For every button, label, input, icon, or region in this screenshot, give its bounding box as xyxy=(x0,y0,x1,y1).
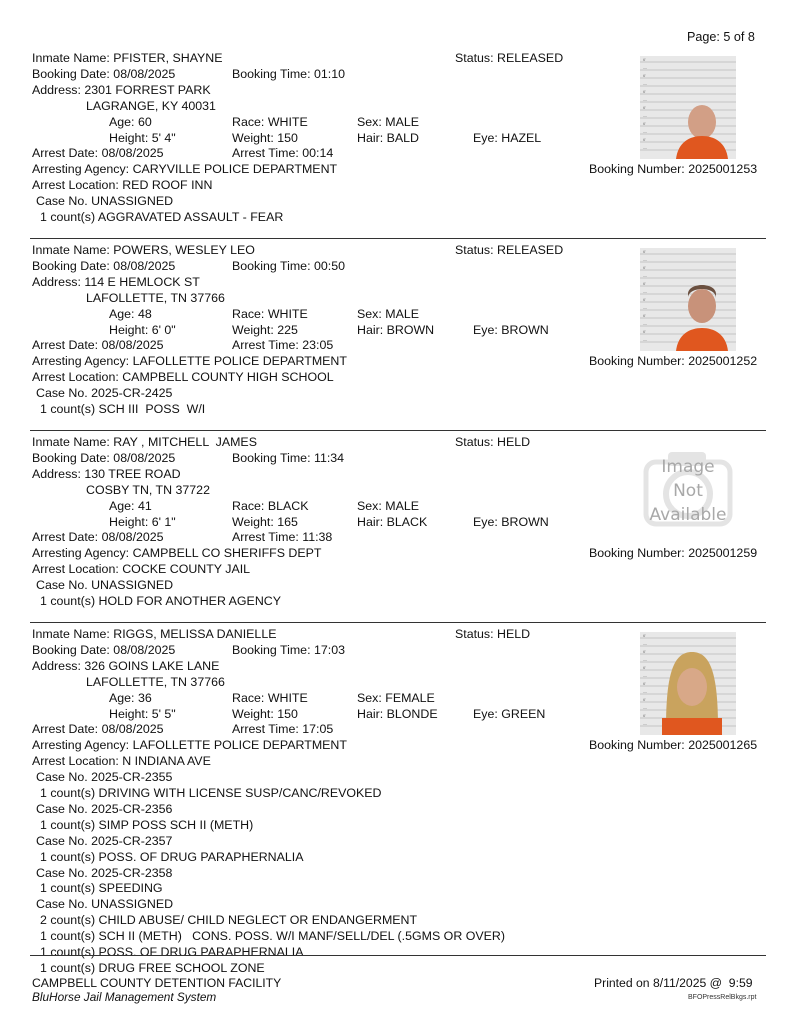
address-line1-value: 114 E HEMLOCK ST xyxy=(84,274,200,289)
booking-number-label: Booking Number: xyxy=(589,354,685,369)
arresting-agency-value: CARYVILLE POLICE DEPARTMENT xyxy=(132,162,338,177)
arresting-agency-label: Arresting Agency: xyxy=(32,354,130,369)
charge-count: 1 count(s) POSS. OF DRUG PARAPHERNALIA xyxy=(40,849,304,864)
charge-count: 1 count(s) POSS. OF DRUG PARAPHERNALIA xyxy=(40,945,304,959)
arresting-agency xyxy=(32,547,321,559)
booking-date xyxy=(32,644,175,656)
eye-label: Eye: xyxy=(473,706,498,721)
case-number xyxy=(36,898,173,910)
arrest-time xyxy=(232,339,333,351)
case-number-value: 2025-CR-2356 xyxy=(91,801,173,816)
inmate-name-value: POWERS, WESLEY LEO xyxy=(113,243,255,257)
eye xyxy=(473,132,541,144)
sex-label: Sex: xyxy=(357,306,382,321)
no-image-placeholder xyxy=(640,440,736,543)
race xyxy=(232,692,308,704)
status-value: HELD xyxy=(497,435,531,449)
weight-value: 165 xyxy=(277,514,298,529)
charge-count: 1 count(s) SIMP POSS SCH II (METH) xyxy=(40,817,254,832)
arrest-location xyxy=(32,371,334,383)
svg-text:—: — xyxy=(643,689,647,694)
booking-date xyxy=(32,452,175,464)
case-number-value: 2025-CR-2355 xyxy=(91,770,173,785)
svg-text:6': 6' xyxy=(643,265,646,270)
case-number-label: Case No. xyxy=(36,897,88,912)
status-label: Status: xyxy=(455,51,494,65)
svg-text:6': 6' xyxy=(643,121,646,126)
weight-label: Weight: xyxy=(232,514,274,529)
hair-label: Hair: xyxy=(357,514,384,529)
address-line1-value: 326 GOINS LAKE LANE xyxy=(84,658,220,673)
status-value: HELD xyxy=(497,627,531,641)
height-value: 5' 4" xyxy=(151,130,176,145)
charge-count: 1 count(s) SPEEDING xyxy=(40,881,163,896)
booking-number-label: Booking Number: xyxy=(589,738,685,753)
inmate-name xyxy=(32,436,257,448)
arresting-agency-value: LAFOLLETTE POLICE DEPARTMENT xyxy=(132,738,347,753)
booking-number-value: 2025001252 xyxy=(688,354,758,369)
status xyxy=(455,52,563,64)
case-number-value: 2025-CR-2425 xyxy=(91,386,173,401)
arrest-location-label: Arrest Location: xyxy=(32,754,119,769)
weight xyxy=(232,516,298,528)
hair xyxy=(357,132,419,144)
arrest-date-label: Arrest Date: xyxy=(32,530,99,545)
height-value: 6' 1" xyxy=(151,514,176,529)
status xyxy=(455,436,530,448)
sex xyxy=(357,692,435,704)
mugshot-male-icon xyxy=(640,248,736,351)
booking-time-value: 00:50 xyxy=(313,258,345,273)
svg-text:6': 6' xyxy=(643,249,646,254)
svg-text:—: — xyxy=(643,65,647,70)
race-value: WHITE xyxy=(267,690,308,705)
race-label: Race: xyxy=(232,690,265,705)
race xyxy=(232,116,308,128)
race-value: BLACK xyxy=(267,498,309,513)
eye xyxy=(473,324,549,336)
record-divider xyxy=(30,430,766,431)
race xyxy=(232,308,308,320)
svg-text:6': 6' xyxy=(643,105,646,110)
arrest-date xyxy=(32,339,164,351)
svg-text:—: — xyxy=(643,273,647,278)
arrest-location xyxy=(32,563,250,575)
booking-time-label: Booking Time: xyxy=(232,450,311,465)
svg-text:—: — xyxy=(643,289,647,294)
inmate-name-label: Inmate Name: xyxy=(32,435,110,449)
case-number-label: Case No. xyxy=(36,770,88,785)
booking-date-label: Booking Date: xyxy=(32,258,110,273)
sex xyxy=(357,308,419,320)
address-line1-value: 130 TREE ROAD xyxy=(84,466,181,481)
booking-number-label: Booking Number: xyxy=(589,546,685,561)
booking-time-label: Booking Time: xyxy=(232,258,311,273)
hair-label: Hair: xyxy=(357,130,384,145)
arresting-agency xyxy=(32,739,347,751)
height xyxy=(109,708,176,720)
eye-value: BROWN xyxy=(501,322,549,337)
arrest-date xyxy=(32,723,164,735)
race-label: Race: xyxy=(232,498,265,513)
arrest-time-label: Arrest Time: xyxy=(232,146,299,161)
address-line1-label: Address: xyxy=(32,274,81,289)
case-number xyxy=(36,867,172,879)
booking-number-label: Booking Number: xyxy=(589,162,685,177)
case-number xyxy=(36,835,172,847)
booking-number xyxy=(589,163,757,175)
svg-text:6': 6' xyxy=(643,633,646,638)
age xyxy=(109,116,152,128)
age-label: Age: xyxy=(109,306,135,321)
weight xyxy=(232,132,298,144)
sex-label: Sex: xyxy=(357,690,382,705)
arrest-date xyxy=(32,531,164,543)
charge-count: 1 count(s) HOLD FOR ANOTHER AGENCY xyxy=(40,594,281,608)
arrest-location-value: COCKE COUNTY JAIL xyxy=(122,562,251,577)
svg-text:6': 6' xyxy=(643,665,646,670)
age-value: 41 xyxy=(137,498,152,513)
arresting-agency-label: Arresting Agency: xyxy=(32,738,130,753)
eye xyxy=(473,516,549,528)
svg-text:—: — xyxy=(643,641,647,646)
svg-text:6': 6' xyxy=(643,297,646,302)
status-label: Status: xyxy=(455,435,494,449)
case-number xyxy=(36,803,172,815)
weight-value: 225 xyxy=(277,322,298,337)
height xyxy=(109,324,176,336)
placeholder-line-3: Available xyxy=(649,505,727,525)
case-number-label: Case No. xyxy=(36,833,88,848)
case-number-value: 2025-CR-2358 xyxy=(91,865,173,880)
case-number-label: Case No. xyxy=(36,801,88,816)
status-value: RELEASED xyxy=(497,243,564,257)
address-line1 xyxy=(32,276,200,288)
address-line1-label: Address: xyxy=(32,82,81,97)
footer-printed: Printed on 8/11/2025 @ 9:59 xyxy=(594,976,753,990)
height-value: 5' 5" xyxy=(151,706,176,721)
booking-time xyxy=(232,644,345,656)
sex-label: Sex: xyxy=(357,114,382,129)
page-number: Page: 5 of 8 xyxy=(687,30,755,44)
svg-text:6': 6' xyxy=(643,313,646,318)
height-label: Height: xyxy=(109,514,149,529)
booking-date xyxy=(32,260,175,272)
case-number xyxy=(36,771,172,783)
status-value: RELEASED xyxy=(497,51,564,65)
svg-text:—: — xyxy=(643,673,647,678)
age-value: 48 xyxy=(137,306,152,321)
booking-date-label: Booking Date: xyxy=(32,450,110,465)
booking-date-value: 08/08/2025 xyxy=(113,450,176,465)
booking-date-value: 08/08/2025 xyxy=(113,66,176,81)
eye-label: Eye: xyxy=(473,514,498,529)
sex-value: MALE xyxy=(385,114,419,129)
address-line1-value: 2301 FORREST PARK xyxy=(84,82,211,97)
svg-text:—: — xyxy=(643,145,647,150)
case-number-label: Case No. xyxy=(36,194,88,209)
booking-time-label: Booking Time: xyxy=(232,642,311,657)
hair xyxy=(357,324,434,336)
arrest-time xyxy=(232,723,333,735)
inmate-name-label: Inmate Name: xyxy=(32,243,110,257)
arrest-time-value: 11:38 xyxy=(302,530,333,545)
status xyxy=(455,244,563,256)
eye-label: Eye: xyxy=(473,130,498,145)
svg-text:6': 6' xyxy=(643,649,646,654)
booking-date-value: 08/08/2025 xyxy=(113,642,176,657)
status-label: Status: xyxy=(455,627,494,641)
age-label: Age: xyxy=(109,114,135,129)
height-label: Height: xyxy=(109,322,149,337)
arrest-time-label: Arrest Time: xyxy=(232,722,299,737)
address-line1-label: Address: xyxy=(32,658,81,673)
booking-time-value: 11:34 xyxy=(313,450,345,465)
booking-time xyxy=(232,260,345,272)
address-line1 xyxy=(32,84,211,96)
weight-value: 150 xyxy=(277,706,298,721)
arrest-time-label: Arrest Time: xyxy=(232,530,299,545)
svg-text:—: — xyxy=(643,705,647,710)
inmate-name xyxy=(32,244,255,256)
status xyxy=(455,628,530,640)
inmate-name-value: PFISTER, SHAYNE xyxy=(113,51,223,65)
case-number-label: Case No. xyxy=(36,865,88,880)
svg-text:6': 6' xyxy=(643,681,646,686)
mugshot-photo xyxy=(640,56,736,159)
hair xyxy=(357,708,438,720)
arrest-date-value: 08/08/2025 xyxy=(101,722,164,737)
booking-date-label: Booking Date: xyxy=(32,66,110,81)
inmate-name-value: RAY , MITCHELL JAMES xyxy=(113,435,257,449)
arresting-agency-label: Arresting Agency: xyxy=(32,546,130,561)
address-line2: COSBY TN, TN 37722 xyxy=(86,482,210,497)
address-line2: LAGRANGE, KY 40031 xyxy=(86,98,216,113)
svg-text:—: — xyxy=(643,657,647,662)
arresting-agency-value: CAMPBELL CO SHERIFFS DEPT xyxy=(132,546,322,561)
arrest-location-value: CAMPBELL COUNTY HIGH SCHOOL xyxy=(122,370,334,385)
svg-text:6': 6' xyxy=(643,329,646,334)
arresting-agency xyxy=(32,163,337,175)
svg-text:—: — xyxy=(643,81,647,86)
arrest-time xyxy=(232,147,333,159)
svg-text:6': 6' xyxy=(643,89,646,94)
height xyxy=(109,516,176,528)
arrest-time xyxy=(232,531,332,543)
svg-text:6': 6' xyxy=(643,713,646,718)
booking-time-value: 01:10 xyxy=(313,66,345,81)
arrest-location-label: Arrest Location: xyxy=(32,562,119,577)
hair-label: Hair: xyxy=(357,322,384,337)
booking-number-value: 2025001253 xyxy=(688,162,758,177)
booking-date xyxy=(32,68,175,80)
arrest-location-label: Arrest Location: xyxy=(32,178,119,193)
svg-text:—: — xyxy=(643,97,647,102)
booking-time xyxy=(232,452,344,464)
arrest-time-value: 23:05 xyxy=(302,338,334,353)
eye-label: Eye: xyxy=(473,322,498,337)
case-number-value: UNASSIGNED xyxy=(91,194,174,209)
charge-count: 2 count(s) CHILD ABUSE/ CHILD NEGLECT OR ENDANGERMENT xyxy=(40,913,418,928)
charge-count: 1 count(s) DRUG FREE SCHOOL ZONE xyxy=(40,960,265,975)
case-number-value: 2025-CR-2357 xyxy=(91,833,173,848)
booking-time xyxy=(232,68,345,80)
mugshot-bald-male-icon xyxy=(640,56,736,159)
inmate-name-label: Inmate Name: xyxy=(32,627,110,641)
arresting-agency xyxy=(32,355,347,367)
eye-value: BROWN xyxy=(501,514,549,529)
svg-text:6': 6' xyxy=(643,281,646,286)
record-divider xyxy=(30,238,766,239)
svg-text:—: — xyxy=(643,257,647,262)
footer-facility: CAMPBELL COUNTY DETENTION FACILITY xyxy=(32,976,282,990)
arrest-location-value: N INDIANA AVE xyxy=(122,754,211,769)
hair-value: BROWN xyxy=(386,322,435,337)
case-number-value: UNASSIGNED xyxy=(91,897,174,912)
race-label: Race: xyxy=(232,114,265,129)
weight xyxy=(232,708,298,720)
hair-label: Hair: xyxy=(357,706,384,721)
mugshot-photo xyxy=(640,632,736,735)
inmate-name xyxy=(32,52,223,64)
arresting-agency-label: Arresting Agency: xyxy=(32,162,130,177)
race-label: Race: xyxy=(232,306,265,321)
arresting-agency-value: LAFOLLETTE POLICE DEPARTMENT xyxy=(132,354,347,369)
sex xyxy=(357,500,419,512)
case-number xyxy=(36,387,172,399)
arrest-date xyxy=(32,147,164,159)
svg-text:—: — xyxy=(643,129,647,134)
mugshot-female-blonde-icon xyxy=(640,632,736,735)
charge-count: 1 count(s) SCH II (METH) CONS. POSS. W/I MANF/SELL/DEL (.5GMS OR OVER) xyxy=(40,929,505,944)
address-line2: LAFOLLETTE, TN 37766 xyxy=(86,290,225,305)
svg-text:—: — xyxy=(643,113,647,118)
charge-count: 1 count(s) DRIVING WITH LICENSE SUSP/CANC/REVOKED xyxy=(40,786,382,800)
booking-time-value: 17:03 xyxy=(313,642,345,657)
arrest-date-label: Arrest Date: xyxy=(32,338,99,353)
booking-number xyxy=(589,547,757,559)
age xyxy=(109,500,152,512)
placeholder-line-2: Not xyxy=(673,481,703,501)
age-value: 36 xyxy=(137,690,152,705)
case-number xyxy=(36,195,173,207)
inmate-name xyxy=(32,628,276,640)
age-label: Age: xyxy=(109,690,135,705)
record-divider xyxy=(30,622,766,623)
height-value: 6' 0" xyxy=(151,322,176,337)
arrest-location-value: RED ROOF INN xyxy=(122,178,213,193)
height-label: Height: xyxy=(109,130,149,145)
sex-value: MALE xyxy=(385,498,419,513)
charge-count: 1 count(s) AGGRAVATED ASSAULT - FEAR xyxy=(40,210,284,224)
arrest-time-label: Arrest Time: xyxy=(232,338,299,353)
charge-count: 1 count(s) SCH III POSS W/I xyxy=(40,402,206,416)
footer-system: BluHorse Jail Management System xyxy=(32,990,217,1004)
arrest-time-value: 17:05 xyxy=(302,722,334,737)
age-label: Age: xyxy=(109,498,135,513)
weight-label: Weight: xyxy=(232,706,274,721)
age xyxy=(109,308,152,320)
eye xyxy=(473,708,545,720)
booking-number xyxy=(589,355,757,367)
weight-label: Weight: xyxy=(232,322,274,337)
case-number xyxy=(36,579,173,591)
arrest-date-label: Arrest Date: xyxy=(32,722,99,737)
race-value: WHITE xyxy=(267,306,308,321)
svg-text:6': 6' xyxy=(643,137,646,142)
weight-value: 150 xyxy=(277,130,298,145)
svg-text:6': 6' xyxy=(643,697,646,702)
arrest-date-label: Arrest Date: xyxy=(32,146,99,161)
arrest-location xyxy=(32,179,212,191)
placeholder-line-1: Image xyxy=(661,457,715,477)
hair-value: BLACK xyxy=(386,514,428,529)
svg-text:6': 6' xyxy=(643,57,646,62)
arrest-date-value: 08/08/2025 xyxy=(101,338,164,353)
svg-text:—: — xyxy=(643,721,647,726)
address-line1 xyxy=(32,468,181,480)
status-label: Status: xyxy=(455,243,494,257)
inmate-name-value: RIGGS, MELISSA DANIELLE xyxy=(113,627,277,641)
camera-icon xyxy=(640,440,736,543)
svg-text:6': 6' xyxy=(643,73,646,78)
svg-text:—: — xyxy=(643,321,647,326)
case-number-label: Case No. xyxy=(36,578,88,593)
footer-divider xyxy=(30,955,766,956)
svg-text:—: — xyxy=(643,305,647,310)
footer-report-name: BFOPressRelBkgs.rpt xyxy=(688,994,757,1001)
booking-number xyxy=(589,739,757,751)
hair-value: BLONDE xyxy=(386,706,438,721)
booking-date-value: 08/08/2025 xyxy=(113,258,176,273)
booking-time-label: Booking Time: xyxy=(232,66,311,81)
race xyxy=(232,500,308,512)
sex-value: FEMALE xyxy=(385,690,435,705)
sex-label: Sex: xyxy=(357,498,382,513)
arrest-location xyxy=(32,755,211,767)
address-line2: LAFOLLETTE, TN 37766 xyxy=(86,674,225,689)
mugshot-photo xyxy=(640,248,736,351)
age xyxy=(109,692,152,704)
booking-date-label: Booking Date: xyxy=(32,642,110,657)
eye-value: GREEN xyxy=(501,706,546,721)
weight-label: Weight: xyxy=(232,130,274,145)
weight xyxy=(232,324,298,336)
race-value: WHITE xyxy=(267,114,308,129)
eye-value: HAZEL xyxy=(501,130,542,145)
address-line1 xyxy=(32,660,219,672)
booking-number-value: 2025001259 xyxy=(688,546,758,561)
age-value: 60 xyxy=(137,114,152,129)
address-line1-label: Address: xyxy=(32,466,81,481)
arrest-date-value: 08/08/2025 xyxy=(101,530,164,545)
arrest-location-label: Arrest Location: xyxy=(32,370,119,385)
hair xyxy=(357,516,427,528)
case-number-label: Case No. xyxy=(36,386,88,401)
height-label: Height: xyxy=(109,706,149,721)
booking-number-value: 2025001265 xyxy=(688,738,758,753)
arrest-date-value: 08/08/2025 xyxy=(101,146,164,161)
svg-text:—: — xyxy=(643,337,647,342)
arrest-time-value: 00:14 xyxy=(302,146,334,161)
sex-value: MALE xyxy=(385,306,419,321)
height xyxy=(109,132,176,144)
case-number-value: UNASSIGNED xyxy=(91,578,174,593)
hair-value: BALD xyxy=(386,130,419,145)
inmate-name-label: Inmate Name: xyxy=(32,51,110,65)
sex xyxy=(357,116,419,128)
